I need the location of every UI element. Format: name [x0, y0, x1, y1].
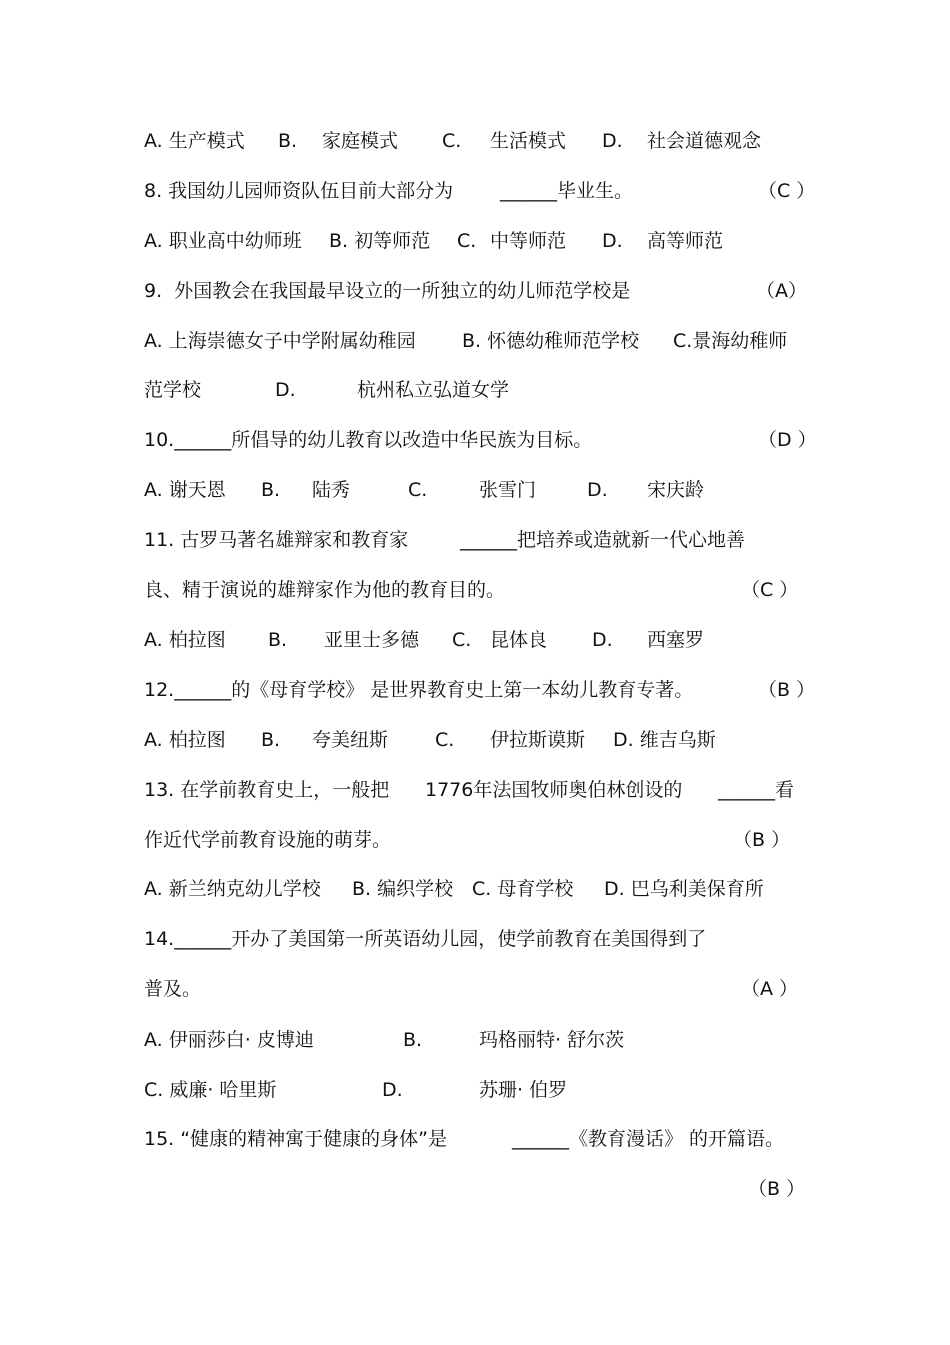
answer-key: （A ）	[741, 978, 799, 1000]
answer-key: （D ）	[758, 429, 817, 451]
answer-key: （A）	[756, 280, 807, 302]
option-d-letter: D.	[382, 1079, 403, 1101]
option-a: A. 上海崇德女子中学附属幼稚园	[144, 330, 416, 352]
option-c-text: 中等师范	[490, 230, 567, 252]
question-blank: ______《教育漫话》 的开篇语。	[512, 1128, 785, 1150]
option-a: A. 柏拉图	[144, 729, 226, 751]
option-a: A. 职业高中幼师班	[144, 230, 302, 252]
option-d-text: 宋庆龄	[647, 479, 705, 501]
question-15-answer-line	[144, 1174, 806, 1204]
option-c: C.景海幼稚师	[673, 330, 788, 352]
question-blank: ______把培养或造就新一代心地善	[460, 529, 746, 551]
option-c-letter: C.	[435, 729, 455, 751]
question-text: 14.______开办了美国第一所英语幼儿园，使学前教育在美国得到了	[144, 928, 707, 950]
answer-key: （B ）	[758, 679, 816, 701]
option-d-text: 高等师范	[647, 230, 724, 252]
option-b-letter: B.	[403, 1029, 423, 1051]
question-8	[144, 176, 816, 206]
question-text: 13. 在学前教育史上，一般把	[144, 779, 390, 801]
question-8-options	[144, 226, 724, 256]
option-d-text: 西塞罗	[647, 629, 705, 651]
question-13	[144, 775, 795, 805]
question-text: 10.______所倡导的幼儿教育以改造中华民族为目标。	[144, 429, 593, 451]
option-d-letter: D.	[602, 130, 623, 152]
option-c: C. 母育学校	[472, 878, 574, 900]
option-d: D. 巴乌利美保育所	[604, 878, 764, 900]
option-b-text: 玛格丽特· 舒尔茨	[479, 1029, 625, 1051]
option-d-text: 社会道德观念	[647, 130, 762, 152]
option-a: A. 伊丽莎白· 皮博迪	[144, 1029, 314, 1051]
option-c-letter: C.	[457, 230, 477, 252]
option-b-letter: B.	[278, 130, 298, 152]
question-14-cont	[144, 974, 799, 1004]
option-b-letter: B.	[261, 729, 281, 751]
option-d-letter: D.	[602, 230, 623, 252]
question-14-options-cont	[144, 1075, 568, 1105]
option-a: A. 柏拉图	[144, 629, 226, 651]
answer-key: （B ）	[748, 1178, 806, 1200]
option-d-letter: D.	[275, 379, 296, 401]
option-c-letter: C.	[442, 130, 462, 152]
option-c: C. 威廉· 哈里斯	[144, 1079, 277, 1101]
option-b-letter: B.	[268, 629, 288, 651]
option-c-letter: C.	[452, 629, 472, 651]
question-13-options	[144, 874, 764, 904]
option-c-text: 张雪门	[479, 479, 537, 501]
option-b: B. 编织学校	[352, 878, 454, 900]
question-blank: ______看	[718, 779, 795, 801]
option-b: B. 怀德幼稚师范学校	[462, 330, 640, 352]
answer-key: （B ）	[733, 829, 791, 851]
option-b-text: 亚里士多德	[324, 629, 420, 651]
question-text: 15. “健康的精神寓于健康的身体”是	[144, 1128, 447, 1150]
option-b: B. 初等师范	[329, 230, 431, 252]
option-b-text: 夸美纽斯	[312, 729, 389, 751]
option-b-text: 家庭模式	[322, 130, 399, 152]
question-12-options	[144, 725, 716, 755]
question-12	[144, 675, 816, 705]
question-text: 良、精于演说的雄辩家作为他的教育目的。	[144, 579, 506, 601]
question-10	[144, 425, 817, 455]
question-13-cont	[144, 825, 791, 855]
question-9-options	[144, 326, 788, 356]
question-11	[144, 525, 746, 555]
question-blank: ______毕业生。	[500, 180, 634, 202]
option-c-text: 伊拉斯谟斯	[490, 729, 586, 751]
question-text: 12.______的《母育学校》 是世界教育史上第一本幼儿教育专著。	[144, 679, 694, 701]
option-c-text: 生活模式	[490, 130, 567, 152]
question-text: 8. 我国幼儿园师资队伍目前大部分为	[144, 180, 454, 202]
answer-key: （C ）	[741, 579, 799, 601]
question-14-options	[144, 1025, 625, 1055]
question-7-options	[144, 126, 762, 156]
option-c-cont: 范学校	[144, 379, 202, 401]
option-a: A. 新兰纳克幼儿学校	[144, 878, 321, 900]
option-c-text: 昆体良	[490, 629, 548, 651]
question-text-year: 1776年法国牧师奥伯林创设的	[425, 779, 683, 801]
option-d: D. 维吉乌斯	[613, 729, 716, 751]
question-text: 作近代学前教育设施的萌芽。	[144, 829, 392, 851]
option-d-letter: D.	[592, 629, 613, 651]
option-b-letter: B.	[261, 479, 281, 501]
question-9	[144, 276, 807, 306]
option-a: A. 谢天恩	[144, 479, 226, 501]
option-d-text: 苏珊· 伯罗	[479, 1079, 568, 1101]
question-9-options-cont	[144, 375, 510, 405]
question-11-cont	[144, 575, 799, 605]
answer-key: （C ）	[758, 180, 816, 202]
question-15	[144, 1124, 785, 1154]
option-d-text: 杭州私立弘道女学	[357, 379, 510, 401]
question-14	[144, 924, 707, 954]
option-c-letter: C.	[408, 479, 428, 501]
option-b-text: 陆秀	[312, 479, 351, 501]
question-text: 9. 外国教会在我国最早设立的一所独立的幼儿师范学校是	[144, 280, 631, 302]
question-text: 11. 古罗马著名雄辩家和教育家	[144, 529, 409, 551]
option-a: A. 生产模式	[144, 130, 245, 152]
option-d-letter: D.	[587, 479, 608, 501]
question-10-options	[144, 475, 705, 505]
question-text: 普及。	[144, 978, 202, 1000]
question-11-options	[144, 625, 705, 655]
